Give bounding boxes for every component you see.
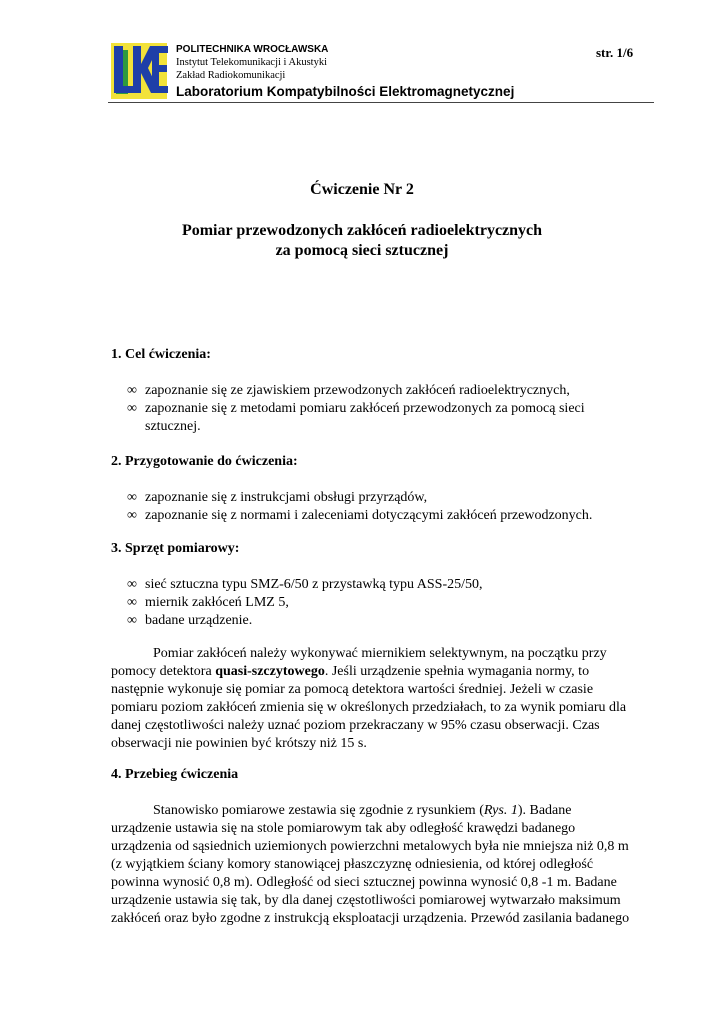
paragraph-line: pomiaru poziom zakłóceń zmienia się w określonych przedziałach, to za wynik pomiaru dla bbox=[111, 700, 627, 715]
list-item-text-continued: sztucznej. bbox=[145, 419, 201, 434]
list-item bbox=[127, 576, 647, 594]
list-item-text: zapoznanie się z instrukcjami obsługi przyrządów, bbox=[145, 490, 428, 505]
header-text bbox=[176, 43, 514, 100]
section-1-list bbox=[127, 382, 647, 436]
paragraph-line: urządzenia od sąsiednich uziemionych powierzchni metalowych była nie mniejsza niż 0,8 m bbox=[111, 839, 629, 854]
section-3-paragraph bbox=[111, 645, 653, 753]
page-number: str. 1/6 bbox=[596, 45, 634, 60]
bullet-icon: ∞ bbox=[127, 508, 137, 523]
list-item-text: zapoznanie się z metodami pomiaru zakłóceń przewodzonych za pomocą sieci bbox=[145, 401, 585, 416]
bullet-icon: ∞ bbox=[127, 383, 137, 398]
paragraph-line: powinna wynosić 0,8 m). Odległość od sieci sztucznej powinna wynosić 0,8 -1 m. Badane bbox=[111, 875, 617, 890]
paragraph-text: pomocy detektora bbox=[111, 664, 216, 679]
list-item-text: miernik zakłóceń LMZ 5, bbox=[145, 595, 289, 610]
bullet-icon: ∞ bbox=[127, 490, 137, 505]
paragraph-line bbox=[111, 802, 653, 820]
figure-reference: Rys. 1 bbox=[483, 803, 518, 818]
paragraph-line: obserwacji nie powinien być krótszy niż 15 s. bbox=[111, 736, 367, 751]
list-item-text: zapoznanie się z normami i zaleceniami dotyczącymi zakłóceń przewodzonych. bbox=[145, 508, 593, 523]
section-1-heading: 1. Cel ćwiczenia: bbox=[111, 347, 211, 362]
bullet-icon: ∞ bbox=[127, 595, 137, 610]
section-4-heading: 4. Przebieg ćwiczenia bbox=[111, 767, 239, 782]
header-laboratory: Laboratorium Kompatybilności Elektromagnetycznej bbox=[176, 84, 515, 99]
paragraph-line bbox=[111, 663, 653, 681]
header-divider bbox=[108, 102, 654, 103]
list-item-text: badane urządzenie. bbox=[145, 613, 253, 628]
list-item bbox=[127, 489, 647, 507]
lke-logo bbox=[108, 40, 170, 102]
subtitle-line-2: za pomocą sieci sztucznej bbox=[275, 242, 449, 259]
paragraph-text: . Jeśli urządzenie spełnia wymagania normy, to bbox=[324, 664, 590, 679]
subtitle-line-1: Pomiar przewodzonych zakłóceń radioelektrycznych bbox=[181, 222, 543, 239]
paragraph-line: (z wyjątkiem ściany komory stanowiącej płaszczyznę odniesienia, od której odległość bbox=[111, 857, 594, 872]
exercise-title: Ćwiczenie Nr 2 bbox=[310, 181, 414, 198]
list-item bbox=[127, 382, 647, 400]
paragraph-text: ). Badane bbox=[517, 803, 572, 818]
section-2-heading: 2. Przygotowanie do ćwiczenia: bbox=[111, 454, 298, 469]
list-item bbox=[127, 400, 647, 436]
paragraph-text: Stanowisko pomiarowe zestawia się zgodnie z rysunkiem ( bbox=[153, 803, 484, 818]
exercise-subtitle bbox=[0, 221, 724, 261]
bullet-icon: ∞ bbox=[127, 613, 137, 628]
header-institute: Instytut Telekomunikacji i Akustyki bbox=[176, 57, 328, 68]
section-2-list bbox=[127, 489, 647, 525]
paragraph-line: urządzenie ustawia się tak, by dla danej częstotliwości pomiarowej wytwarzało maksimum bbox=[111, 893, 621, 908]
section-3-heading: 3. Sprzęt pomiarowy: bbox=[111, 541, 240, 556]
section-4-paragraph bbox=[111, 802, 653, 928]
header-university: POLITECHNIKA WROCŁAWSKA bbox=[176, 44, 329, 55]
list-item-text: sieć sztuczna typu SMZ-6/50 z przystawką typu ASS-25/50, bbox=[145, 577, 483, 592]
list-item bbox=[127, 594, 647, 612]
header-department: Zakład Radiokomunikacji bbox=[176, 70, 286, 81]
bullet-icon: ∞ bbox=[127, 401, 137, 416]
paragraph-line: danej częstotliwości należy uznać poziom przekraczany w 95% czasu obserwacji. Czas bbox=[111, 718, 600, 733]
list-item-text: zapoznanie się ze zjawiskiem przewodzonych zakłóceń radioelektrycznych, bbox=[145, 383, 570, 398]
bullet-icon: ∞ bbox=[127, 577, 137, 592]
paragraph-line: Pomiar zakłóceń należy wykonywać miernikiem selektywnym, na początku przy bbox=[153, 646, 607, 661]
paragraph-bold-text: quasi-szczytowego bbox=[215, 664, 325, 679]
paragraph-line: następnie wykonuje się pomiar za pomocą detektora wartości średniej. Jeżeli w czasie bbox=[111, 682, 594, 697]
list-item bbox=[127, 507, 647, 525]
paragraph-line: urządzenie ustawia się na stole pomiarowym tak aby odległość krawędzi badanego bbox=[111, 821, 576, 836]
paragraph-line: zakłóceń oraz było zgodne z instrukcją eksploatacji urządzenia. Przewód zasilania badanego bbox=[111, 911, 630, 926]
list-item bbox=[127, 612, 647, 630]
section-3-list bbox=[127, 576, 647, 630]
